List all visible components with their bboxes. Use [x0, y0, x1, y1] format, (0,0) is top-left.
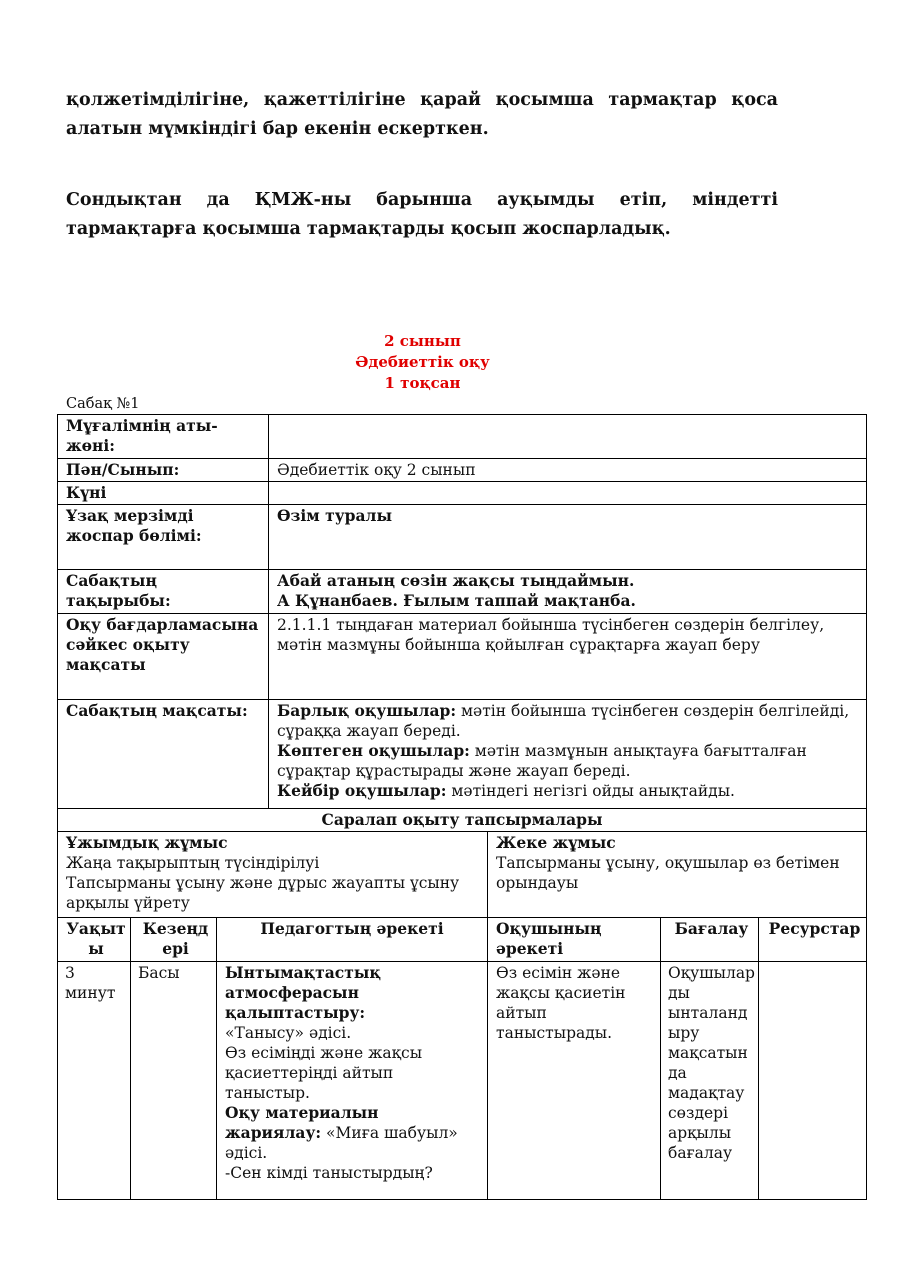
group-work-line-1: Жаңа тақырыптың түсіндірілуі — [66, 854, 320, 872]
plan-row-1 — [58, 962, 867, 1200]
header-assessment: Бағалау — [661, 918, 759, 962]
row1-resources — [759, 962, 867, 1200]
date-label: Күні — [58, 482, 269, 505]
lesson-number: Сабақ №1 — [66, 396, 140, 412]
row-subject — [58, 459, 867, 482]
topic-value — [269, 570, 867, 614]
long-term-value: Өзім туралы — [269, 505, 867, 570]
row1-teacher-method: «Танысу» әдісі. — [225, 1024, 352, 1042]
row-date — [58, 482, 867, 505]
header-stage: Кезеңдері — [131, 918, 217, 962]
topic-line-1: Абай атаның сөзін жақсы тыңдаймын. — [277, 571, 635, 590]
subject-value: Әдебиеттік оқу 2 сынып — [269, 459, 867, 482]
goals-some — [277, 781, 858, 801]
date-value — [269, 482, 867, 505]
row1-material-label: Оқу материалын жариялау: — [225, 1103, 379, 1142]
row1-stage: Басы — [131, 962, 217, 1200]
row-teacher — [58, 415, 867, 459]
heading-subject: Әдебиеттік оқу — [355, 353, 490, 371]
differentiation-title: Саралап оқыту тапсырмалары — [58, 809, 867, 832]
row1-time: 3 минут — [58, 962, 131, 1200]
goals-some-label: Кейбір оқушылар: — [277, 781, 447, 800]
row-goals — [58, 700, 867, 809]
plan-header-row — [58, 918, 867, 962]
header-resources: Ресурстар — [759, 918, 867, 962]
group-work-line-2: Тапсырманы ұсыну және дұрыс жауапты ұсыну арқылы үйрету — [66, 874, 460, 912]
row-differentiation-title — [58, 809, 867, 832]
objective-label: Оқу бағдарламасына сәйкес оқыту мақсаты — [58, 614, 269, 700]
row1-teacher-material — [225, 1103, 479, 1163]
objective-value: 2.1.1.1 тыңдаған материал бойынша түсінбеген сөздерін белгілеу, мәтін мазмұны бойынша қойылған сұрақтарға жауап беру — [269, 614, 867, 700]
individual-work-cell — [488, 832, 867, 918]
row-topic — [58, 570, 867, 614]
goals-all-label: Барлық оқушылар: — [277, 701, 457, 720]
individual-work-title: Жеке жұмыс — [496, 833, 616, 852]
row1-teacher-action — [217, 962, 488, 1200]
goals-some-text: мәтіндегі негізгі ойды анықтайды. — [446, 782, 735, 800]
header-time: Уақыты — [58, 918, 131, 962]
teacher-label: Мұғалімнің аты-жөні: — [58, 415, 269, 459]
row1-teacher-heading: Ынтымақтастық атмосферасын қалыптастыру: — [225, 963, 381, 1022]
intro-paragraph-2: Сондықтан да ҚМЖ-ны барынша ауқымды етіп, міндетті тармақтарға қосымша тармақтарды қосып жоспарладық. — [66, 190, 778, 239]
row1-student-action: Өз есімін және жақсы қасиетін айтып таныстырады. — [488, 962, 661, 1200]
row-differentiation — [58, 832, 867, 918]
teacher-value — [269, 415, 867, 459]
row-long-term — [58, 505, 867, 570]
topic-label: Сабақтың тақырыбы: — [58, 570, 269, 614]
header-teacher-action: Педагогтың әрекеті — [217, 918, 488, 962]
row1-teacher-question: -Сен кімді таныстырдың? — [225, 1164, 433, 1182]
row1-material-text: «Миға шабуыл» әдісі. — [225, 1124, 458, 1162]
header-student-action: Оқушының әрекеті — [488, 918, 661, 962]
goals-most-text: мәтін мазмұнын анықтауға бағытталған сұрақтар құрастырады және жауап береді. — [277, 742, 807, 780]
long-term-label: Ұзақ мерзімді жоспар бөлімі: — [58, 505, 269, 570]
heading-grade: 2 сынып — [384, 332, 461, 350]
heading-quarter: 1 тоқсан — [384, 374, 461, 392]
row-objective — [58, 614, 867, 700]
group-work-title: Ұжымдық жұмыс — [66, 833, 228, 852]
row1-assessment: Оқушыларды ынталандыру мақсатында мадақтау сөздері арқылы бағалау — [661, 962, 759, 1200]
individual-work-text: Тапсырманы ұсыну, оқушылар өз бетімен орындауы — [496, 854, 840, 892]
group-work-cell — [58, 832, 488, 918]
intro-paragraph-1: қолжетімділігіне, қажеттілігіне қарай қосымша тармақтар қоса алатын мүмкіндігі бар екенін ескерткен. — [66, 90, 778, 139]
goals-most — [277, 741, 858, 781]
goals-most-label: Көптеген оқушылар: — [277, 741, 470, 760]
row1-teacher-instruction: Өз есіміңді және жақсы қасиеттеріңді айтып таныстыр. — [225, 1044, 423, 1102]
goals-all — [277, 701, 858, 741]
goals-value — [269, 700, 867, 809]
goals-all-text: мәтін бойынша түсінбеген сөздерін белгілейді, сұраққа жауап береді. — [277, 702, 850, 740]
goals-label: Сабақтың мақсаты: — [58, 700, 269, 809]
topic-line-2: А Құнанбаев. Ғылым таппай мақтанба. — [277, 591, 636, 610]
lesson-plan-table — [57, 414, 867, 1200]
subject-label: Пән/Сынып: — [58, 459, 269, 482]
